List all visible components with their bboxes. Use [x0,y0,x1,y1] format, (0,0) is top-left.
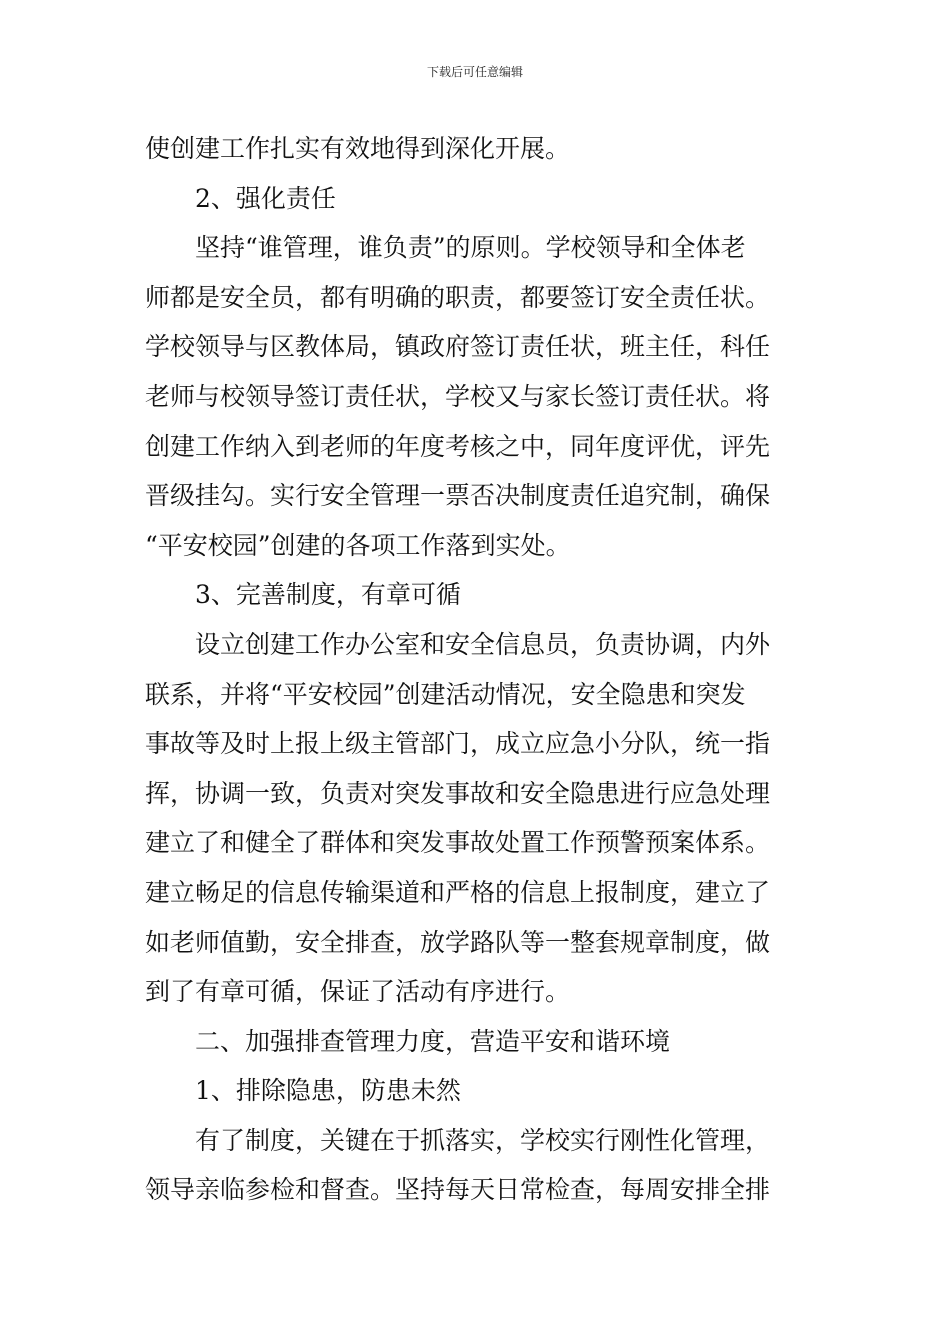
text-line: 有了制度，关键在于抓落实，学校实行刚性化管理， [195,1125,771,1155]
text-line: 设立创建工作办公室和安全信息员，负责协调，内外 [195,629,771,659]
text-line: 2、强化责任 [195,183,336,213]
text-line: “平安校园”创建的各项工作落到实处。 [145,530,571,560]
text-line: 老师与校领导签订责任状，学校又与家长签订责任状。将 [145,381,771,411]
text-line: 晋级挂勾。实行安全管理一票否决制度责任追究制，确保 [145,481,771,511]
text-line: 如老师值勤，安全排查，放学路队等一整套规章制度，做 [145,927,771,957]
text-line: 事故等及时上报上级主管部门，成立应急小分队，统一指 [145,729,771,759]
text-line: 二、加强排查管理力度，营造平安和谐环境 [195,1026,671,1056]
document-body [145,124,810,1215]
text-line: 1、排除隐患，防患未然 [195,1076,461,1106]
text-line: 学校领导与区教体局，镇政府签订责任状，班主任，科任 [145,332,771,362]
text-line: 到了有章可循，保证了活动有序进行。 [145,977,571,1007]
text-line: 建立畅足的信息传输渠道和严格的信息上报制度，建立了 [145,877,771,907]
page-header: 下载后可任意编辑 [426,65,523,79]
text-line: 师都是安全员，都有明确的职责，都要签订安全责任状。 [145,282,771,312]
text-line: 建立了和健全了群体和突发事故处置工作预警预案体系。 [145,828,771,858]
text-line: 创建工作纳入到老师的年度考核之中，同年度评优，评先 [145,431,771,461]
text-line: 坚持“谁管理，谁负责”的原则。学校领导和全体老 [195,233,746,263]
text-line: 联系，并将“平安校园”创建活动情况，安全隐患和突发 [145,679,746,709]
text-line: 领导亲临参检和督查。坚持每天日常检查，每周安排全排 [145,1175,771,1205]
text-line: 3、完善制度，有章可循 [195,580,461,610]
text-line: 使创建工作扎实有效地得到深化开展。 [145,134,571,163]
text-line: 挥，协调一致，负责对突发事故和安全隐患进行应急处理 [145,778,771,808]
